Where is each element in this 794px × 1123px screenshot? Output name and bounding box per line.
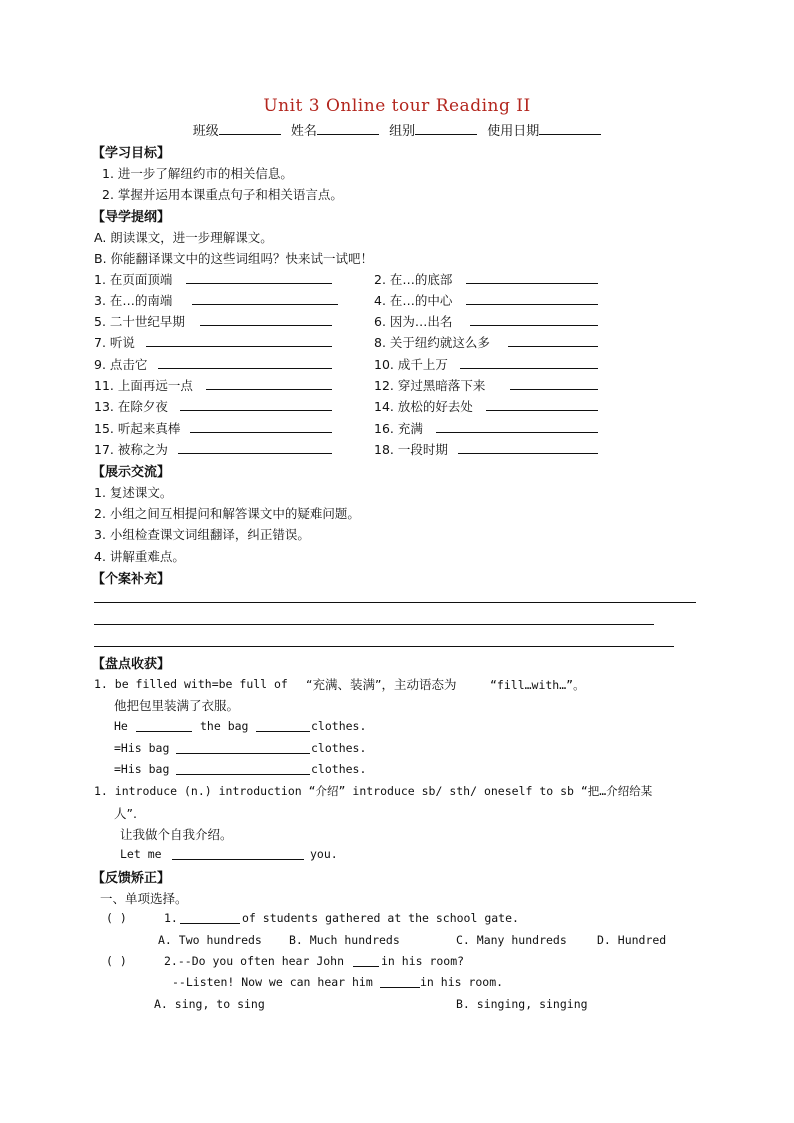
goal-item: 2. 掌握并运用本课重点句子和相关语言点。 bbox=[102, 187, 343, 202]
harvest-item1-active: “fill…with…”。 bbox=[490, 678, 585, 692]
clothes-word: clothes. bbox=[311, 762, 367, 776]
option: B. singing, singing bbox=[456, 997, 588, 1011]
phrase-item: 3. 在…的南端 bbox=[94, 293, 173, 308]
phrase-item: 14. 放松的好去处 bbox=[374, 399, 473, 414]
q2-line2: --Listen! Now we can hear him bbox=[172, 975, 373, 989]
phrase-item: 16. 充满 bbox=[374, 421, 423, 436]
supplement-line[interactable] bbox=[94, 624, 654, 625]
answer-line[interactable] bbox=[136, 731, 192, 732]
let-me-text: Let me bbox=[120, 847, 162, 861]
answer-line[interactable] bbox=[180, 410, 332, 411]
phrase-item: 2. 在…的底部 bbox=[374, 272, 453, 287]
answer-line[interactable] bbox=[146, 346, 332, 347]
class-blank[interactable] bbox=[219, 122, 281, 135]
phrase-item: 6. 因为…出名 bbox=[374, 314, 453, 329]
date-label: 使用日期 bbox=[487, 124, 540, 139]
harvest-item1-meaning: “充满、装满”，主动语态为 bbox=[306, 677, 457, 692]
answer-line[interactable] bbox=[180, 923, 240, 924]
guide-a: A. 朗读课文，进一步理解课文。 bbox=[94, 230, 273, 245]
option: D. Hundred bbox=[597, 933, 667, 947]
answer-line[interactable] bbox=[436, 432, 598, 433]
name-blank[interactable] bbox=[317, 122, 379, 135]
answer-line[interactable] bbox=[353, 966, 379, 967]
his-bag-text: =His bag bbox=[114, 762, 170, 776]
section-harvest: 【盘点收获】 bbox=[92, 657, 171, 672]
supplement-line[interactable] bbox=[94, 602, 696, 603]
guide-b: B. 你能翻译课文中的这些词组吗？快来试一试吧！ bbox=[94, 251, 374, 266]
section-guide: 【导学提纲】 bbox=[92, 210, 171, 225]
answer-paren[interactable]: ( ) bbox=[106, 911, 127, 925]
harvest-item1-cn: 他把包里装满了衣服。 bbox=[114, 698, 240, 713]
section-show: 【展示交流】 bbox=[92, 465, 171, 480]
you-word: you. bbox=[310, 847, 338, 861]
q1-num: 1. bbox=[164, 911, 178, 925]
harvest-item2: 1. introduce (n.) introduction “介绍” introduce sb/ sth/ oneself to sb “把…介绍给某 bbox=[94, 784, 653, 798]
harvest-item2-cont: 人”. bbox=[114, 806, 137, 821]
feedback-sub: 一、单项选择。 bbox=[100, 891, 188, 906]
group-blank[interactable] bbox=[415, 122, 477, 135]
phrase-item: 8. 关于纽约就这么多 bbox=[374, 335, 490, 350]
page-title: Unit 3 Online tour Reading II bbox=[263, 96, 531, 116]
the-bag-text: the bag bbox=[200, 719, 249, 733]
answer-line[interactable] bbox=[206, 389, 332, 390]
answer-line[interactable] bbox=[176, 753, 310, 754]
section-goals: 【学习目标】 bbox=[92, 146, 171, 161]
group-label: 组别 bbox=[389, 124, 416, 139]
q2-line2-end: in his room. bbox=[420, 975, 504, 989]
answer-line[interactable] bbox=[192, 304, 338, 305]
answer-line[interactable] bbox=[190, 432, 332, 433]
show-item: 4. 讲解重难点。 bbox=[94, 549, 185, 564]
he-word: He bbox=[114, 719, 128, 733]
phrase-item: 5. 二十世纪早期 bbox=[94, 314, 185, 329]
phrase-item: 7. 听说 bbox=[94, 335, 135, 350]
answer-line[interactable] bbox=[380, 987, 420, 988]
answer-line[interactable] bbox=[466, 304, 598, 305]
option: B. Much hundreds bbox=[289, 933, 400, 947]
answer-line[interactable] bbox=[470, 325, 598, 326]
answer-line[interactable] bbox=[176, 774, 310, 775]
phrase-item: 15. 听起来真棒 bbox=[94, 421, 181, 436]
answer-line[interactable] bbox=[460, 368, 598, 369]
phrase-item: 13. 在除夕夜 bbox=[94, 399, 168, 414]
date-blank[interactable] bbox=[539, 122, 601, 135]
q2-text: 2.--Do you often hear John bbox=[164, 954, 345, 968]
answer-line[interactable] bbox=[466, 283, 598, 284]
answer-line[interactable] bbox=[172, 859, 304, 860]
info-row bbox=[0, 120, 794, 139]
goal-item: 1. 进一步了解纽约市的相关信息。 bbox=[102, 166, 293, 181]
option: C. Many hundreds bbox=[456, 933, 567, 947]
option: A. sing, to sing bbox=[154, 997, 265, 1011]
harvest-item1-phrase: 1. be filled with=be full of bbox=[94, 677, 288, 691]
harvest-item2-cn: 让我做个自我介绍。 bbox=[120, 827, 233, 842]
show-item: 3. 小组检查课文词组翻译，纠正错误。 bbox=[94, 527, 310, 542]
option: A. Two hundreds bbox=[158, 933, 262, 947]
phrase-item: 10. 成千上万 bbox=[374, 357, 448, 372]
clothes-word: clothes. bbox=[311, 719, 367, 733]
phrase-item: 9. 点击它 bbox=[94, 357, 148, 372]
phrase-item: 4. 在…的中心 bbox=[374, 293, 453, 308]
show-item: 1. 复述课文。 bbox=[94, 485, 173, 500]
q1-text: of students gathered at the school gate. bbox=[242, 911, 519, 925]
answer-line[interactable] bbox=[256, 731, 310, 732]
clothes-word: clothes. bbox=[311, 741, 367, 755]
answer-line[interactable] bbox=[186, 283, 332, 284]
class-label: 班级 bbox=[192, 124, 219, 139]
phrase-item: 1. 在页面顶端 bbox=[94, 272, 173, 287]
answer-line[interactable] bbox=[508, 346, 598, 347]
answer-line[interactable] bbox=[158, 368, 332, 369]
section-supplement: 【个案补充】 bbox=[92, 572, 171, 587]
answer-line[interactable] bbox=[486, 410, 598, 411]
answer-line[interactable] bbox=[510, 389, 598, 390]
his-bag-text: =His bag bbox=[114, 741, 170, 755]
phrase-item: 17. 被称之为 bbox=[94, 442, 168, 457]
answer-line[interactable] bbox=[458, 453, 598, 454]
answer-line[interactable] bbox=[200, 325, 332, 326]
supplement-line[interactable] bbox=[94, 646, 674, 647]
phrase-item: 11. 上面再远一点 bbox=[94, 378, 193, 393]
section-feedback: 【反馈矫正】 bbox=[92, 871, 171, 886]
answer-paren[interactable]: ( ) bbox=[106, 954, 127, 968]
phrase-item: 18. 一段时期 bbox=[374, 442, 448, 457]
answer-line[interactable] bbox=[178, 453, 332, 454]
q2-text-end: in his room? bbox=[381, 954, 465, 968]
phrase-item: 12. 穿过黑暗落下来 bbox=[374, 378, 486, 393]
show-item: 2. 小组之间互相提问和解答课文中的疑难问题。 bbox=[94, 506, 360, 521]
name-label: 姓名 bbox=[290, 124, 317, 139]
